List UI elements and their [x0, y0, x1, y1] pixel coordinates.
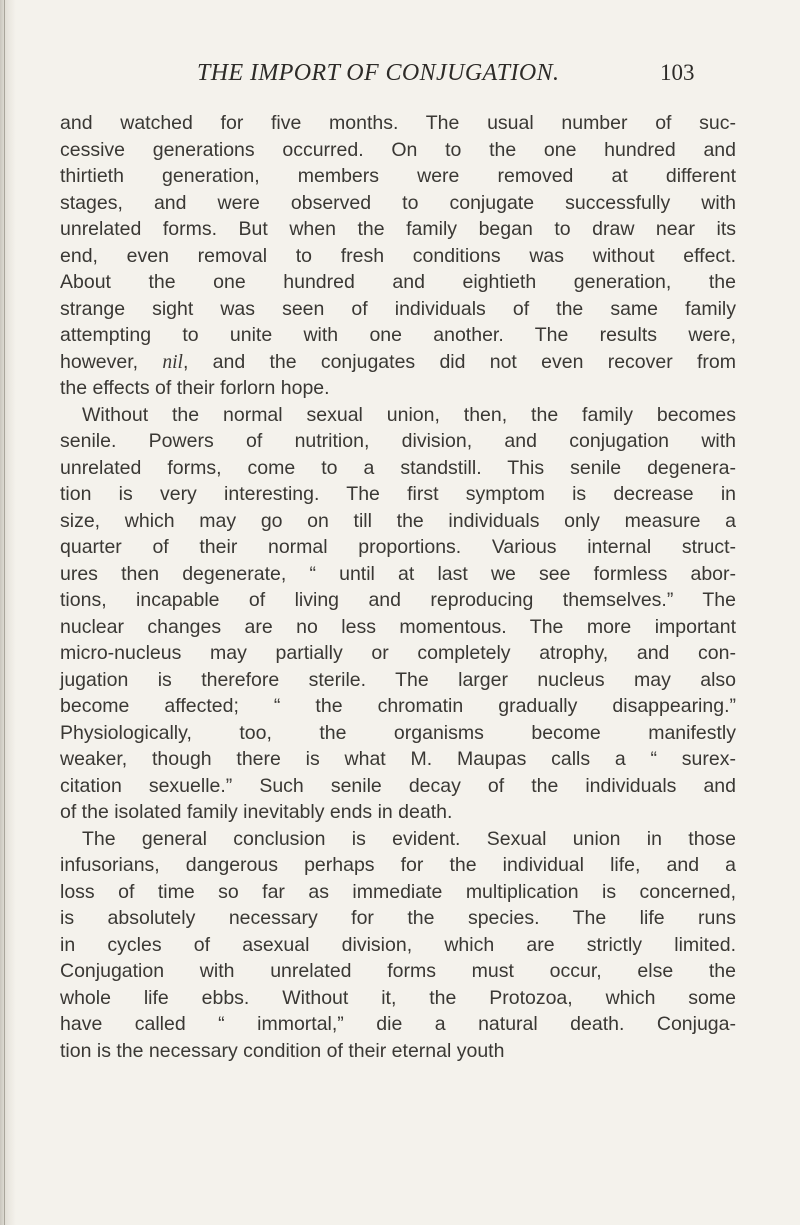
text-line: citation sexuelle.” Such senile decay of the individuals and [60, 774, 736, 797]
text-line: micro-nucleus may partially or completely atrophy, and con- [60, 642, 736, 664]
text-line: Physiologically, too, the organisms become manifestly [60, 721, 736, 744]
text-line: unrelated forms. But when the family began to draw near its [60, 218, 736, 240]
text-line: of the isolated family inevitably ends in death. [60, 801, 453, 823]
text-line: Without the normal sexual union, then, the family becomes [82, 403, 736, 426]
text-line: size, which may go on till the individuals only measure a [60, 509, 736, 532]
text-line: senile. Powers of nutrition, division, and conjugation with [60, 430, 736, 452]
text-line: infusorians, dangerous perhaps for the individual life, and a [60, 854, 736, 876]
text-line: weaker, though there is what M. Maupas calls a “ surex- [60, 748, 736, 770]
running-head [0, 60, 800, 94]
text-line: The general conclusion is evident. Sexual union in those [82, 827, 736, 850]
text-line: ures then degenerate, “ until at last we see formless abor- [60, 562, 736, 585]
text-line: About the one hundred and eightieth generation, the [60, 271, 736, 293]
paragraph-1 [60, 110, 736, 402]
text-line: unrelated forms, come to a standstill. This senile degenera- [60, 456, 736, 479]
text-line: nuclear changes are no less momentous. The more important [60, 615, 736, 638]
text-line: and watched for five months. The usual number of suc- [60, 112, 736, 134]
text-line: tion is the necessary condition of their eternal youth [60, 1039, 505, 1062]
text-line: in cycles of asexual division, which are strictly limited. [60, 933, 736, 956]
text-line-with-italic [60, 349, 736, 376]
running-title: THE IMPORT OF CONJUGATION. [197, 60, 560, 86]
paragraph-2 [60, 402, 736, 826]
text-line: attempting to unite with one another. The results were, [60, 324, 736, 346]
text-line: tions, incapable of living and reproducing themselves.” The [60, 589, 736, 611]
text-line: loss of time so far as immediate multiplication is concerned, [60, 880, 736, 903]
body-text [60, 110, 736, 1064]
text-line: tion is very interesting. The first symptom is decrease in [60, 483, 736, 505]
text-line: stages, and were observed to conjugate successfully with [60, 191, 736, 214]
text-line: have called “ immortal,” die a natural death. Conjuga- [60, 1013, 736, 1035]
text-line: the effects of their forlorn hope. [60, 377, 330, 399]
text-line: jugation is therefore sterile. The larger nucleus may also [60, 668, 736, 691]
text-segment: , and the conjugates did not even recover from [182, 350, 736, 373]
text-line: is absolutely necessary for the species. The life runs [60, 907, 736, 929]
text-line: thirtieth generation, members were removed at different [60, 165, 736, 187]
text-line: become affected; “ the chromatin gradually disappearing.” [60, 695, 736, 717]
text-segment: however, [60, 350, 163, 373]
page-number: 103 [660, 60, 695, 85]
book-binding-edge [0, 0, 16, 1225]
text-line: whole life ebbs. Without it, the Protozoa, which some [60, 986, 736, 1009]
text-line: cessive generations occurred. On to the one hundred and [60, 138, 736, 161]
italic-word: nil [162, 351, 183, 373]
paragraph-3 [60, 826, 736, 1065]
text-line: end, even removal to fresh conditions was without effect. [60, 244, 736, 267]
text-line: Conjugation with unrelated forms must occur, else the [60, 960, 736, 982]
text-line: strange sight was seen of individuals of the same family [60, 297, 736, 320]
text-line: quarter of their normal proportions. Various internal struct- [60, 536, 736, 558]
